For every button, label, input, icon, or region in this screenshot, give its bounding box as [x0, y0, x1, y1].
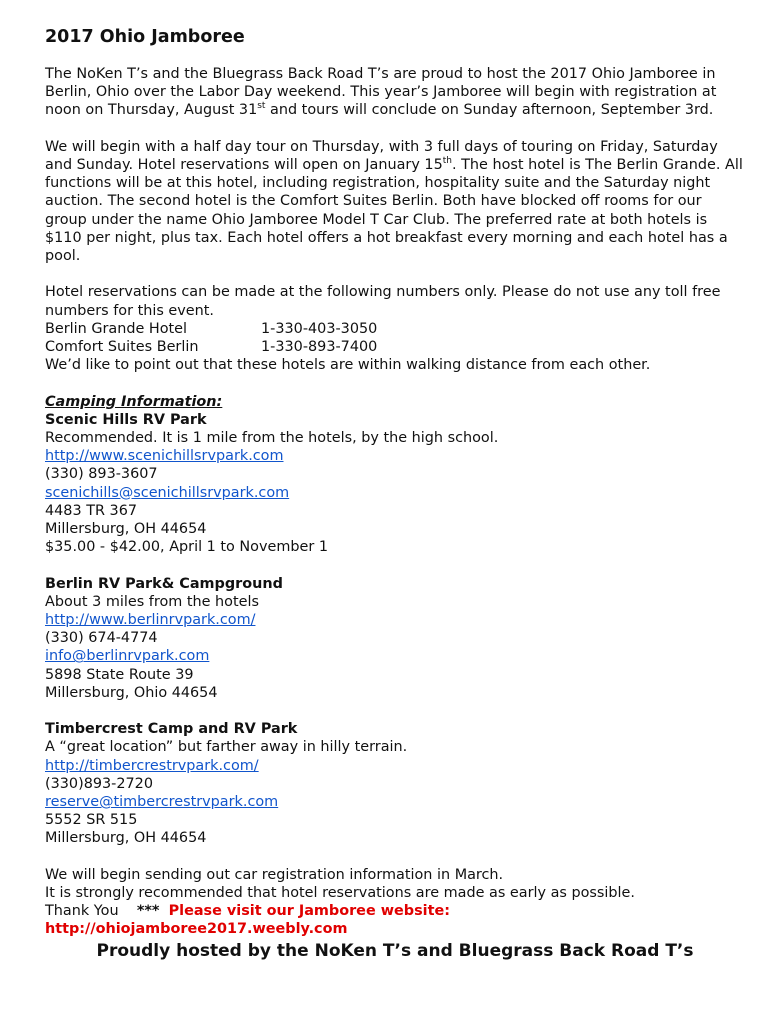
hotel-name: Berlin Grande Hotel: [45, 320, 188, 337]
park-city: Millersburg, OH 44654: [45, 830, 207, 847]
park-email-link[interactable]: scenichills@scenichillsrvpark.com: [45, 484, 290, 501]
park-address: 4483 TR 367: [45, 502, 138, 519]
park-name: Berlin RV Park& Campground: [45, 575, 283, 592]
hotel-row: [45, 320, 745, 338]
hotel-row: [45, 338, 745, 356]
tour-paragraph: We will begin with a half day tour on Thursday, with 3 full days of touring on Friday, Saturday and Sunday. Hotel reservations will open on January 15th. The host hotel is The Berlin Grande. All functions will be at this hotel, including registration, hospitality suite and the Saturday night auction. The second hotel is the Comfort Suites Berlin. Both have blocked off rooms for our group under the name Ohio Jamboree Model T Car Club. The preferred rate at both hotels is $110 per night, plus tax. Each hotel offers a hot breakfast every morning and each hotel has a pool.: [45, 138, 743, 265]
park-email-link[interactable]: reserve@timbercrestrvpark.com: [45, 794, 279, 811]
park-description: A “great location” but farther away in hilly terrain.: [45, 739, 408, 756]
park-name: Timbercrest Camp and RV Park: [45, 721, 298, 738]
park-phone: (330) 674-4774: [45, 630, 158, 647]
intro-paragraph: The NoKen T’s and the Bluegrass Back Road T’s are proud to host the 2017 Ohio Jamboree in Berlin, Ohio over the Labor Day weekend. This year’s Jamboree will begin with registration at noon on Thursday, August 31st and tours will conclude on Sunday afternoon, September 3rd.: [45, 66, 717, 119]
registration-note: We will begin sending out car registration information in March.: [45, 866, 504, 883]
park-website-link[interactable]: http://www.scenichillsrvpark.com: [45, 448, 284, 465]
early-reservation-note: It is strongly recommended that hotel reservations are made as early as possible.: [45, 885, 635, 902]
park-rates: $35.00 - $42.00, April 1 to November 1: [45, 539, 329, 556]
park-phone: (330) 893-3607: [45, 466, 158, 483]
document-page: [45, 26, 745, 962]
hotel-phone: 1-330-893-7400: [261, 339, 378, 356]
park-phone: (330)893-2720: [45, 775, 153, 792]
walking-note: We’d like to point out that these hotels are within walking distance from each other.: [45, 357, 651, 374]
park-website-link[interactable]: http://www.berlinrvpark.com/: [45, 612, 256, 629]
park-website-link[interactable]: http://timbercrestrvpark.com/: [45, 757, 259, 774]
visit-website-text: Please visit our Jamboree website:: [168, 903, 450, 920]
park-name: Scenic Hills RV Park: [45, 411, 207, 428]
reservation-note: Hotel reservations can be made at the following numbers only. Please do not use any toll free numbers for this event.: [45, 284, 721, 319]
park-description: Recommended. It is 1 mile from the hotels, by the high school.: [45, 430, 499, 447]
park-email-link[interactable]: info@berlinrvpark.com: [45, 648, 210, 665]
park-city: Millersburg, Ohio 44654: [45, 684, 218, 701]
park-address: 5898 State Route 39: [45, 666, 194, 683]
stars: ***: [136, 903, 160, 920]
hotel-phone: 1-330-403-3050: [261, 320, 378, 337]
park-address: 5552 SR 515: [45, 812, 138, 829]
closing-line: [45, 902, 745, 920]
footer-tagline: Proudly hosted by the NoKen T’s and Bluegrass Back Road T’s: [96, 940, 694, 961]
park-description: About 3 miles from the hotels: [45, 593, 259, 610]
park-city: Millersburg, OH 44654: [45, 521, 207, 538]
jamboree-website: http://ohiojamboree2017.weebly.com: [45, 921, 348, 938]
document-title: 2017 Ohio Jamboree: [45, 27, 245, 47]
thank-you: Thank You: [45, 903, 119, 920]
camping-heading: Camping Information:: [45, 393, 223, 410]
hotel-name: Comfort Suites Berlin: [45, 339, 199, 356]
